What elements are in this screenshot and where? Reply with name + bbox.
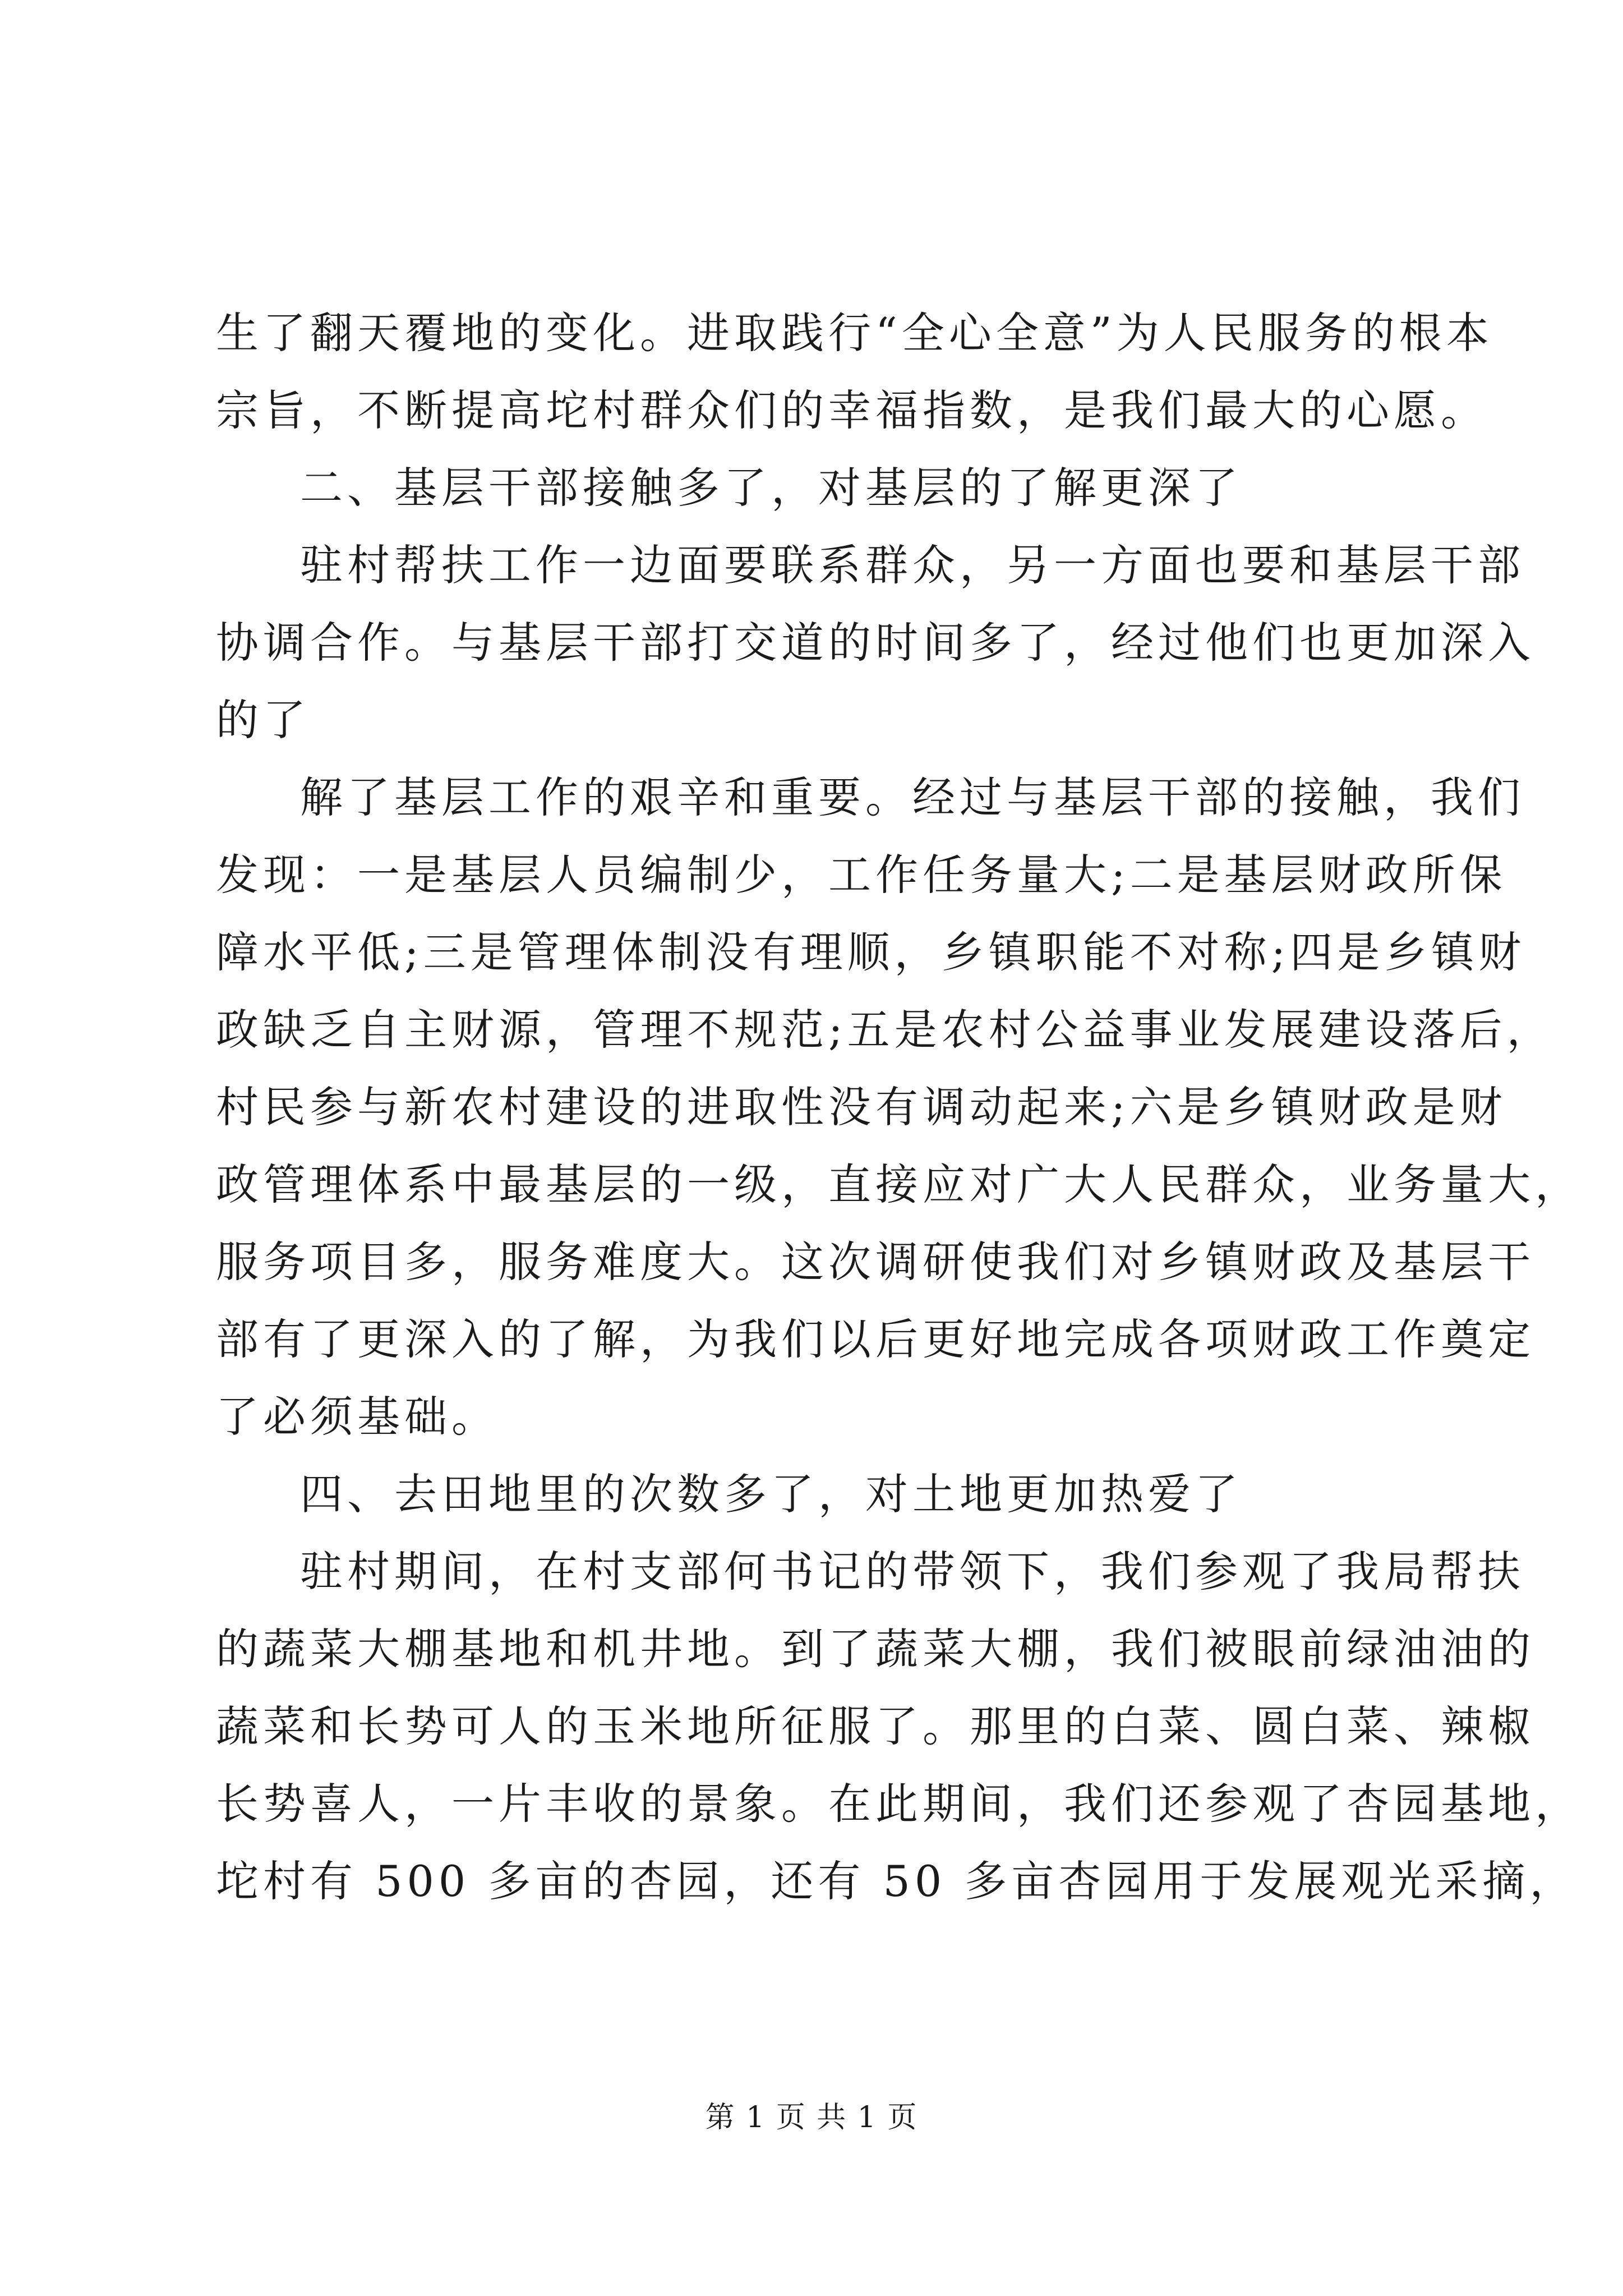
text-line: 障水平低;三是管理体制没有理顺，乡镇职能不对称;四是乡镇财 xyxy=(216,927,1526,977)
text-line: 的蔬菜大棚基地和机井地。到了蔬菜大棚，我们被眼前绿油油的 xyxy=(216,1624,1535,1674)
text-line: 宗旨，不断提高坨村群众们的幸福指数，是我们最大的心愿。 xyxy=(216,385,1488,435)
text-line: 政管理体系中最基层的一级，直接应对广大人民群众，业务量大， xyxy=(216,1159,1582,1209)
text-line: 坨村有 500 多亩的杏园，还有 50 多亩杏园用于发展观光采摘， xyxy=(216,1856,1577,1906)
text-line: 蔬菜和长势可人的玉米地所征服了。那里的白菜、圆白菜、辣椒 xyxy=(216,1701,1535,1751)
text-line: 驻村帮扶工作一边面要联系群众，另一方面也要和基层干部 xyxy=(300,540,1525,590)
text-line: 协调合作。与基层干部打交道的时间多了，经过他们也更加深入 xyxy=(216,618,1535,668)
text-line: 村民参与新农村建设的进取性没有调动起来;六是乡镇财政是财 xyxy=(216,1082,1507,1132)
text-line: 驻村期间，在村支部何书记的带领下，我们参观了我局帮扶 xyxy=(300,1547,1525,1596)
text-line: 长势喜人，一片丰收的景象。在此期间，我们还参观了杏园基地， xyxy=(216,1779,1582,1829)
text-line: 了必须基础。 xyxy=(216,1392,499,1442)
document-body xyxy=(216,295,1582,1920)
text-line: 政缺乏自主财源，管理不规范;五是农村公益事业发展建设落后， xyxy=(216,1005,1554,1055)
text-line: 部有了更深入的了解，为我们以后更好地完成各项财政工作奠定 xyxy=(216,1314,1535,1364)
text-line: 的了 xyxy=(216,695,310,745)
text-line: 四、去田地里的次数多了，对土地更加热爱了 xyxy=(300,1469,1242,1519)
text-line: 发现：一是基层人员编制少，工作任务量大;二是基层财政所保 xyxy=(216,850,1507,900)
text-line: 服务项目多，服务难度大。这次调研使我们对乡镇财政及基层干 xyxy=(216,1237,1535,1287)
text-line: 生了翻天覆地的变化。进取践行“全心全意”为人民服务的根本 xyxy=(216,308,1493,358)
text-line: 二、基层干部接触多了，对基层的了解更深了 xyxy=(300,463,1242,513)
page-footer: 第 1 页 共 1 页 xyxy=(705,2101,918,2134)
text-line: 解了基层工作的艰辛和重要。经过与基层干部的接触，我们 xyxy=(300,772,1525,822)
